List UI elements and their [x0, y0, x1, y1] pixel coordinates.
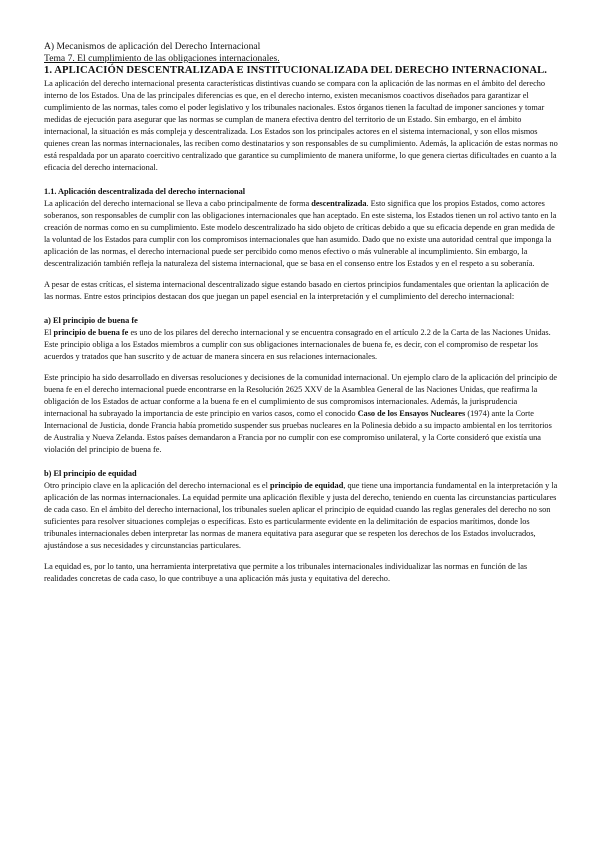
subsection-a-title: a) El principio de buena fe: [44, 316, 138, 325]
course-heading: A) Mecanismos de aplicación del Derecho Internacional: [44, 41, 261, 52]
emphasis-text: descentralizada: [311, 199, 367, 208]
emphasis-text: principio de equidad: [270, 481, 344, 490]
section-1-1-title: 1.1. Aplicación descentralizada del derecho internacional: [44, 187, 246, 196]
subsection-b-paragraph-2: La equidad es, por lo tanto, una herramienta interpretativa que permite a los tribunales internacionales individualizar las normas en función de las realidades concretas de cada caso, lo que contribuye a una aplicación más justa y equitativa del derecho.: [44, 562, 528, 583]
text-run: . Esto significa que los propios Estados, como actores soberanos, son responsables de cumplir con las obligaciones internacionales que han aceptado. En este sistema, los Estados tienen un rol activo tanto en la creación de normas como en su cumplimiento. Este modelo descentralizado ha sido objeto de críticas debido a que su eficacia depende en gran medida de la voluntad de los Estados para cumplir con los compromisos internacionales que han asumido. Dado que no existe una autoridad central que imponga la aplicación de las normas, el derecho internacional puede ser percibido como menos efectivo o más vulnerable al incumplimiento. Sin embargo, la descentralización también refleja la naturaleza del sistema internacional, que se basa en el consenso entre los Estados y en el respeto a su soberanía.: [44, 199, 557, 268]
text-run: es uno de los pilares del derecho internacional y se encuentra consagrado en el artículo 2.2 de la Carta de las Naciones Unidas. Este principio obliga a los Estados miembros a cumplir con sus obligaciones internacionales de buena fe, es decir, con el compromiso de respetar los acuerdos y tratados que han suscrito y de actuar de manera sincera en sus relaciones internacionales.: [44, 328, 551, 361]
subsection-a-paragraph-1: [44, 327, 559, 363]
emphasis-text: Caso de los Ensayos Nucleares: [357, 409, 466, 418]
section-1-title: 1. APLICACIÓN DESCENTRALIZADA E INSTITUCIONALIZADA DEL DERECHO INTERNACIONAL.: [44, 65, 548, 76]
emphasis-text: principio de buena fe: [53, 328, 129, 337]
text-run: , que tiene una importancia fundamental en la interpretación y la aplicación de las normas internacionales. La equidad permite una aplicación flexible y justa del derecho, teniendo en cuenta las circunstancias particulares de cada caso. En el ámbito del derecho internacional, los tribunales suelen aplicar el principio de equidad cuando las reglas generales del derecho no son suficientes para resolver situaciones complejas o específicas. Esto es particularmente evidente en la delimitación de espacios marítimos, donde los tribunales internacionales deben interpretar las normas de manera equitativa para asegurar que se respeten los derechos de los Estados involucrados, ajustándose a sus necesidades y circunstancias particulares.: [44, 481, 558, 550]
section-1-1-paragraph-1: [44, 198, 559, 270]
text-run: (1974) ante la Corte Internacional de Justicia, donde Francia había prometido suspender sus pruebas nucleares en la Polinesia debido a su impacto ambiental en los territorios de Australia y Nueva Zelanda. Estos países demandaron a Francia por no cumplir con ese compromiso unilateral, y la Corte consideró que existía una violación del principio de buena fe.: [44, 409, 552, 454]
text-run: Otro principio clave en la aplicación del derecho internacional es el: [44, 481, 270, 490]
section-1-paragraph: La aplicación del derecho internacional presenta características distintivas cuando se compara con la aplicación de las normas en el ámbito del derecho interno de los Estados. Una de las principales diferencias es que, en el derecho interno, existen mecanismos coactivos diseñados para garantizar el cumplimiento de las normas, tales como el poder legislativo y los tribunales nacionales. Estos órganos tienen la facultad de imponer sanciones y tomar medidas de ejecución para asegurar que las normas se cumplan de manera efectiva dentro del territorio de un Estado. Sin embargo, en el ámbito internacional, la situación es más compleja y descentralizada. Los Estados son los principales actores en el sistema internacional, y son ellos mismos quienes crean las normas internacionales, las reciben como destinatarios y son responsables de su cumplimiento. Además, la aplicación de estas normas no está respaldada por un aparato coercitivo centralizado que garantice su cumplimiento de manera uniforme, lo que genera ciertas dificultades en cuanto a la eficacia del derecho internacional.: [44, 79, 558, 172]
subsection-a-paragraph-2: [44, 372, 559, 456]
text-run: La aplicación del derecho internacional se lleva a cabo principalmente de forma: [44, 199, 312, 208]
section-1-1-paragraph-2: A pesar de estas críticas, el sistema internacional descentralizado sigue estando basado en ciertos principios fundamentales que orientan la aplicación de las normas. Entre estos principios destacan dos que juegan un papel esencial en la interpretación y el cumplimiento del derecho internacional:: [44, 280, 549, 301]
subsection-b-title: b) El principio de equidad: [44, 469, 137, 478]
text-run: El: [44, 328, 54, 337]
subsection-b-paragraph-1: [44, 480, 559, 552]
text-run: Este principio ha sido desarrollado en diversas resoluciones y decisiones de la comunidad internacional. Un ejemplo claro de la aplicación del principio de buena fe en el derecho internacional puede encontrarse en la Resolución 2625 XXV de la Asamblea General de las Naciones Unidas, que reafirma la obligación de los Estados de actuar conforme a la buena fe en el cumplimiento de sus compromisos internacionales. Además, la jurisprudencia internacional ha subrayado la importancia de este principio en varios casos, como el conocido: [44, 373, 558, 418]
topic-heading: Tema 7. El cumplimiento de las obligaciones internacionales.: [44, 52, 280, 64]
